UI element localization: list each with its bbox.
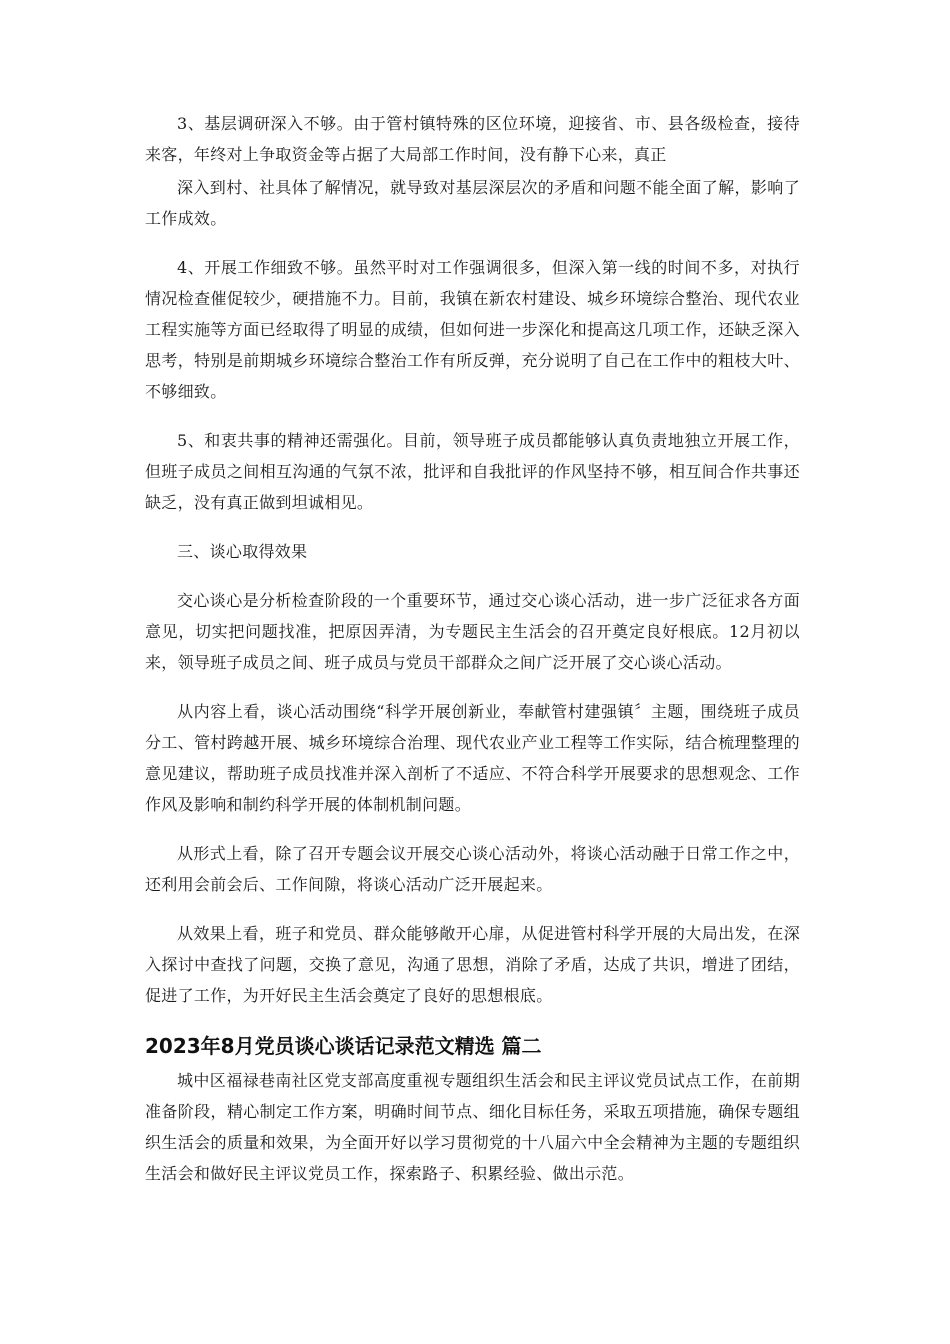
paragraph: 5、和衷共事的精神还需强化。目前，领导班子成员都能够认真负责地独立开展工作，但班子成员之间相互沟通的气氛不浓，批评和自我批评的作风坚持不够，相互间合作共事还缺乏，没有真正做到坦诚相见。: [145, 431, 800, 512]
paragraph: 交心谈心是分析检查阶段的一个重要环节，通过交心谈心活动，进一步广泛征求各方面意见，切实把问题找准，把原因弄清，为专题民主生活会的召开奠定良好根底。12月初以来，领导班子成员之间、班子成员与党员干部群众之间广泛开展了交心谈心活动。: [145, 591, 800, 672]
paragraph: 从内容上看，谈心活动围绕“科学开展创新业，奉献管村建强镇〞主题，围绕班子成员分工、管村跨越开展、城乡环境综合治理、现代农业产业工程等工作实际，结合梳理整理的意见建议，帮助班子成员找准并深入剖析了不适应、不符合科学开展要求的思想观念、工作作风及影响和制约科学开展的体制机制问题。: [145, 702, 800, 814]
paragraph: 从效果上看，班子和党员、群众能够敞开心扉，从促进管村科学开展的大局出发，在深入探讨中查找了问题，交换了意见，沟通了思想，消除了矛盾，达成了共识，增进了团结，促进了工作，为开好民主生活会奠定了良好的思想根底。: [145, 924, 800, 1005]
article-title: 2023年8月党员谈心谈话记录范文精选 篇二: [145, 1034, 542, 1058]
paragraph: 城中区福禄巷南社区党支部高度重视专题组织生活会和民主评议党员试点工作，在前期准备阶段，精心制定工作方案，明确时间节点、细化目标任务，采取五项措施，确保专题组织生活会的质量和效果，为全面开好以学习贯彻党的十八届六中全会精神为主题的专题组织生活会和做好民主评议党员工作，探索路子、积累经验、做出示范。: [145, 1071, 800, 1183]
paragraph: 3、基层调研深入不够。由于管村镇特殊的区位环境，迎接省、市、县各级检查，接待来客，年终对上争取资金等占据了大局部工作时间，没有静下心来，真正: [145, 114, 800, 164]
paragraph: 从形式上看，除了召开专题会议开展交心谈心活动外，将谈心活动融于日常工作之中，还利用会前会后、工作间隙，将谈心活动广泛开展起来。: [145, 844, 800, 894]
paragraph: 4、开展工作细致不够。虽然平时对工作强调很多，但深入第一线的时间不多，对执行情况检查催促较少，硬措施不力。目前，我镇在新农村建设、城乡环境综合整治、现代农业工程实施等方面已经取得了明显的成绩，但如何进一步深化和提高这几项工作，还缺乏深入思考，特别是前期城乡环境综合整治工作有所反弹，充分说明了自己在工作中的粗枝大叶、不够细致。: [145, 258, 800, 401]
paragraph: 深入到村、社具体了解情况，就导致对基层深层次的矛盾和问题不能全面了解，影响了工作成效。: [145, 178, 800, 228]
section-heading: 三、谈心取得效果: [177, 542, 308, 561]
